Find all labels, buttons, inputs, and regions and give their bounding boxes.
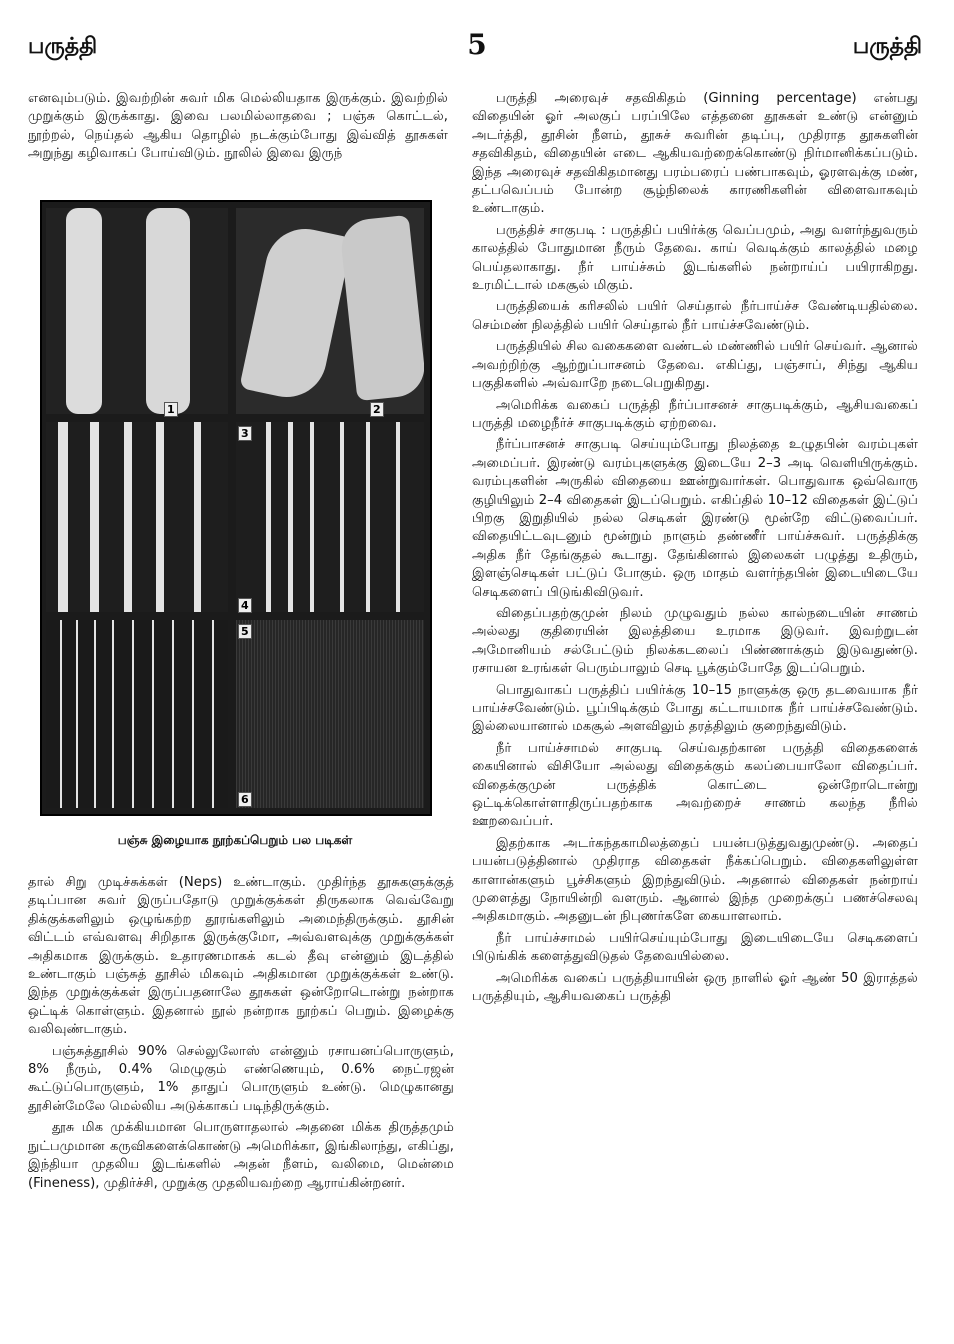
page-header: [0, 28, 954, 68]
right-column: [472, 90, 918, 1010]
figure-panel-6: [236, 620, 424, 808]
cotton-spinning-stages-photo: [40, 200, 432, 816]
panel-label-5: 5: [238, 624, 252, 639]
figure-panel-1: [46, 208, 228, 414]
page-number: 5: [467, 28, 487, 61]
paragraph: பருத்தியைக் கரிசலில் பயிர் செய்தால் நீர்பாய்ச்ச வேண்டியதில்லை. செம்மண் நிலத்தில் பயிர் செய்தால் நீர் பாய்ச்சவேண்டும்.: [472, 299, 918, 333]
figure-panel-3: [46, 422, 228, 612]
running-title-left: பருத்தி: [28, 34, 98, 59]
paragraph: பொதுவாகப் பருத்திப் பயிர்க்கு 10–15 நாளுக்கு ஒரு தடவையாக நீர் பாய்ச்சவேண்டும். பூப்பிடிக்கும் போது கட்டாயமாக நீர் பாய்ச்சவேண்டும். இல்லையானால் மகசூல் அளவிலும் தரத்திலும் குறைந்துவிடும்.: [472, 682, 918, 735]
panel-label-6: 6: [238, 792, 252, 807]
running-title-right: பருத்தி: [852, 34, 922, 59]
paragraph: விதைப்பதற்குமுன் நிலம் முழுவதும் நல்ல கால்நடையின் சாணம் அல்லது குதிரையின் இலத்தியை உரமாக இடுவர். இவற்றுடன் அமோனியம் சல்பேட்டும் நிலக்கடலைப் பிண்ணாக்கும் இடுவதுண்டு. ரசாயன உரங்கள் பெரும்பாலும் செடி பூக்கும்போதே இடப்பெறும்.: [472, 605, 918, 677]
figure-panel-2: [236, 208, 424, 414]
paragraph: இதற்காக அடர்கந்தகாமிலத்தைப் பயன்படுத்துவதுமுண்டு. அதைப் பயன்படுத்தினால் முதிராத விதைகள் நீக்கப்பெறும். விதைகளிலுள்ள காளான்களும் பூச்சிகளும் இறந்துவிடும். அதனால் விதைகள் நன்றாய் முளைத்து நோயின்றி வளரும். ஆனால் இந்த முறைக்குப் பணச்செலவு அதிகமாகும். அதனுடன் நிபுணர்களே கையாளலாம்.: [472, 835, 918, 925]
paragraph: பஞ்சுத்தூசில் 90% செல்லுலோஸ் என்னும் ரசாயனப்பொருளும், 8% நீரும், 0.4% மெழுகும் எண்ணெயும், 0.6% நைட்ரஜன் கூட்டுப்பொருளும், 1% தாதுப் பொருளும் உண்டு. மெழுகானது தூசின்மேலே மெல்லிய அடுக்காகப் படிந்திருக்கும்.: [28, 1043, 454, 1114]
paragraph: எனவும்படும். இவற்றின் சுவர் மிக மெல்லியதாக இருக்கும். இவற்றில் முறுக்கும் இருக்காது. இவை பலமில்லாதவை ; பஞ்சு கொட்டல், நூற்றல், நெய்தல் ஆகிய தொழில் நடக்கும்போது இவ்வித் தூசுகள் அறுந்து கழிவாகப் போய்விடும். நூலில் இவை இருந்: [28, 91, 448, 162]
paragraph: நீர்ப்பாசனச் சாகுபடி செய்யும்போது நிலத்தை உழுதபின் வரம்புகள் அமைப்பர். இரண்டு வரம்புகளுக்கு இடையே 2–3 அடி வெளியிருக்கும். வரம்புகளின் அருகில் விதையை ஊன்றுவார்கள். பொதுவாக ஒவ்வொரு குழியிலும் 2–4 விதைகள் இடப்பெறும். எகிப்தில் 10–12 விதைகள் இட்டுப் பிறகு இறுதியில் நல்ல செடிகள் இரண்டு மூன்றே விட்டுவைப்பர். விதையிட்டவுடனும் மூன்றும் நாளும் தண்ணீர் பாய்ச்சுவர். பருத்திக்கு அதிக நீர் தேங்குதல் கூடாது. தேங்கினால் இலைகள் பழுத்து உதிரும், இளஞ்செடிகள் பட்டுப் போகும். ஒரு மாதம் வளர்ந்தபின் இடையிடையே செடிகளைப் பிடுங்கிவிடுவர்.: [472, 437, 918, 600]
paragraph: தால் சிறு முடிச்சுக்கள் (Neps) உண்டாகும். முதிர்ந்த தூசுகளுக்குத் தடிப்பான சுவர் இருப்பதோடு முறுக்குக்கள் திருகலாக வெவ்வேறு திக்குக்களிலும் ஒழுங்கற்ற தூரங்களிலும் அமைந்திருக்கும். தூசின் விட்டம் எவ்வளவு சிறிதாக இருக்குமோ, அவ்வளவுக்கு முறுக்குக்கள் அதிகமாக இருக்கும். உதாரணமாகக் கடல் தீவு என்னும் இடத்தில் உண்டாகும் பஞ்சுத் தூசில் மிகவும் அதிகமான முறுக்குக்கள் உண்டு. இந்த முறுக்குக்கள் இருப்பதனாலே தூசுகள் ஒன்றோடொன்று நன்றாக ஒட்டிக் கொள்ளும். இதனால் நூல் நன்றாக நூற்கப் பெறும். இழைக்கு வலிவுண்டாகும்.: [28, 875, 454, 1038]
paragraph: நீர் பாய்ச்சாமல் சாகுபடி செய்வதற்கான பருத்தி விதைகளைக் கையினால் விசியோ அல்லது விதைக்கும் கலப்பையாலோ விதைப்பர். விதைக்குமுன் பருத்திக் கொட்டை ஒன்றோடொன்று ஒட்டிக்கொள்ளாதிருப்பதற்காக அவற்றைச் சாணம் கலந்த நீரில் ஊறவைப்பர்.: [472, 740, 918, 830]
paragraph: பருத்தியில் சில வகைகளை வண்டல் மண்ணில் பயிர் செய்வர். ஆனால் அவற்றிற்கு ஆற்றுப்பாசனம் தேவை. எகிப்து, பஞ்சாப், சிந்து ஆகிய பகுதிகளில் அவ்வாறே நடைபெறுகிறது.: [472, 339, 918, 392]
paragraph: அமெரிக்க வகைப் பருத்தி நீர்ப்பாசனச் சாகுபடிக்கும், ஆசியவகைப் பருத்தி மழைநீர்ச் சாகுபடிக்கும் ஏற்றவை.: [472, 397, 918, 431]
figure-caption: பஞ்சு இழையாக நூற்கப்பெறும் பல படிகள்: [117, 833, 353, 847]
paragraph: நீர் பாய்ச்சாமல் பயிர்செய்யும்போது இடையிடையே செடிகளைப் பிடுங்கிக் களைத்துவிடுதல் தேவையில்லை.: [472, 930, 918, 965]
left-column-bottom: [28, 874, 454, 1196]
figure-panel-4: [236, 422, 424, 612]
figure-panel-5: [46, 620, 228, 808]
panel-label-3: 3: [238, 426, 252, 441]
paragraph: பருத்தி அரைவுச் சதவிகிதம் (Ginning percentage) என்பது விதையின் ஓர் அலகுப் பரப்பிலே எத்தனை தூசுகள் உண்டு என்னும் அடர்த்தி, தூசின் நீளம், தூசுச் சுவரின் தடிப்பு, முதிராத தூசுகளின் சதவிகிதம், விதையின் எடை ஆகியவற்றைக்கொண்டு நிர்மானிக்கப்படும். இந்த அரைவுச் சதவிகிதமானது பரம்பரைப் பண்பாகவும், ஓரளவுக்கு மண், தட்பவெப்பம் போன்ற சூழ்நிலைக் காரணிகளின் விளைவாகவும் உண்டாகும்.: [472, 91, 918, 217]
paragraph: அமெரிக்க வகைப் பருத்தியாயின் ஒரு நாளில் ஓர் ஆண் 50 இராத்தல் பருத்தியும், ஆசியவகைப் பருத்தி: [472, 970, 918, 1005]
paragraph: தூசு மிக முக்கியமான பொருளாதலால் அதனை மிக்க திருத்தமும் நுட்பமுமான கருவிகளைக்கொண்டு அமெரிக்கா, இங்கிலாந்து, எகிப்து, இந்தியா முதலிய இடங்களில் அதன் நீளம், வலிமை, மென்மை (Fineness), முதிர்ச்சி, முறுக்கு முதலியவற்றை ஆராய்கின்றனர்.: [28, 1120, 454, 1191]
left-column-top: [28, 90, 448, 167]
paragraph: பருத்திச் சாகுபடி : பருத்திப் பயிர்க்கு வெப்பமும், அது வளர்ந்துவரும் காலத்தில் போதுமான நீரும் தேவை. காய் வெடிக்கும் காலத்தில் மழை பெய்தலாகாது. நீர் பாய்ச்சும் இடங்களில் நன்றாய்ப் பயிராகிறது. உரமிட்டால் மகசூல் மிகும்.: [472, 222, 918, 294]
panel-label-2: 2: [370, 402, 384, 417]
panel-label-4: 4: [238, 598, 252, 613]
panel-label-1: 1: [164, 402, 178, 417]
